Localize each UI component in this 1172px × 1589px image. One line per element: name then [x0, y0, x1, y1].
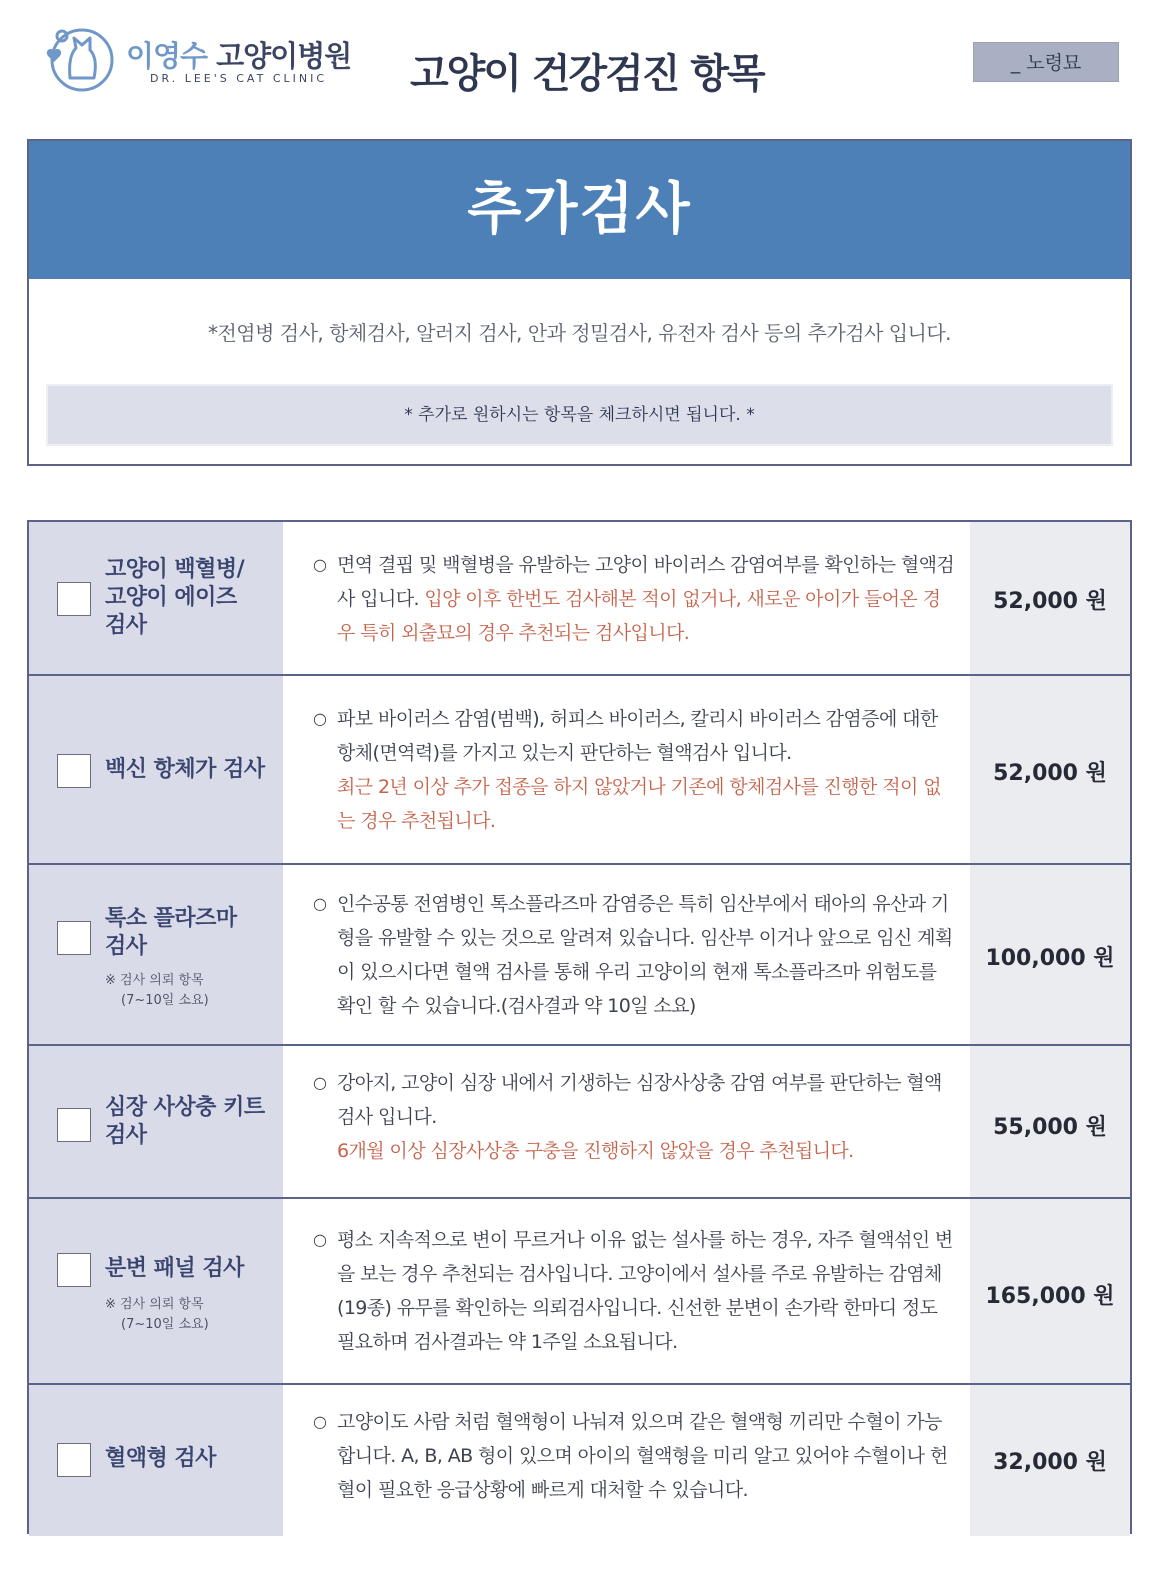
item-checkbox[interactable]	[57, 1108, 91, 1142]
table-row	[29, 522, 1130, 676]
item-name: 분변 패널 검사	[105, 1256, 244, 1281]
item-description-cell	[283, 522, 970, 674]
intro-panel	[27, 139, 1132, 466]
item-label-cell	[29, 1199, 283, 1383]
item-checkbox[interactable]	[57, 921, 91, 955]
item-description-cell	[283, 676, 970, 863]
item-name: 혈액형 검사	[105, 1446, 216, 1471]
test-items-table	[27, 520, 1132, 1534]
item-name: 톡소 플라즈마 검사	[105, 906, 237, 959]
bullet-icon: ○	[313, 894, 327, 913]
item-price-cell	[970, 522, 1130, 674]
clinic-subtitle: DR. LEE'S CAT CLINIC	[150, 72, 328, 85]
table-row	[29, 1385, 1130, 1536]
item-price: 165,000 원	[985, 1284, 1115, 1309]
item-referral-note: ※ 검사 의뢰 항목 (7~10일 소요)	[105, 973, 209, 1008]
clinic-name: 이영수 고양이병원	[126, 39, 352, 73]
item-price: 52,000 원	[993, 761, 1107, 786]
item-label-cell	[29, 676, 283, 863]
item-price: 55,000 원	[993, 1115, 1107, 1140]
page-title: 고양이 건강검진 항목	[410, 51, 764, 97]
item-name: 고양이 백혈병/ 고양이 에이즈 검사	[105, 557, 245, 638]
item-name: 백신 항체가 검사	[105, 757, 265, 782]
bullet-icon: ○	[313, 1412, 327, 1431]
item-price: 52,000 원	[993, 589, 1107, 614]
item-price-cell	[970, 1046, 1130, 1197]
item-checkbox[interactable]	[57, 582, 91, 616]
item-checkbox[interactable]	[57, 754, 91, 788]
item-name: 심장 사상충 키트 검사	[105, 1095, 265, 1148]
cat-logo-icon	[40, 26, 120, 96]
bullet-icon: ○	[313, 1230, 327, 1249]
page-header	[0, 0, 1172, 120]
table-row	[29, 676, 1130, 865]
item-description-cell	[283, 1046, 970, 1197]
clinic-logo	[40, 26, 352, 96]
item-description: 강아지, 고양이 심장 내에서 기생하는 심장사상충 감염 여부를 판단하는 혈액검사 입니다. 6개월 이상 심장사상충 구충을 진행하지 않았을 경우 추천됩니다.	[337, 1072, 942, 1162]
item-label-cell	[29, 1385, 283, 1536]
section-description: *전염병 검사, 항체검사, 알러지 검사, 안과 정밀검사, 유전자 검사 등의 추가검사 입니다.	[207, 321, 952, 345]
item-price-cell	[970, 676, 1130, 863]
item-description: 인수공통 전염병인 톡소플라즈마 감염증은 특히 임산부에서 태아의 유산과 기형을 유발할 수 있는 것으로 알려져 있습니다. 임산부 이거나 앞으로 임신 계획이 있으시다면 혈액 검사를 통해 우리 고양이의 현재 톡소플라즈마 위험도를 확인 할 수 있습니다.(검사결과 약 10일 소요)	[337, 893, 953, 1017]
check-instruction: * 추가로 원하시는 항목을 체크하시면 됩니다. *	[46, 384, 1113, 446]
item-label-cell	[29, 865, 283, 1044]
item-checkbox[interactable]	[57, 1253, 91, 1287]
table-row	[29, 1046, 1130, 1199]
bullet-icon: ○	[313, 709, 327, 728]
item-description-cell	[283, 1199, 970, 1383]
item-label-cell	[29, 1046, 283, 1197]
table-row	[29, 1199, 1130, 1385]
item-price-cell	[970, 865, 1130, 1044]
item-referral-note: ※ 검사 의뢰 항목 (7~10일 소요)	[105, 1297, 209, 1332]
item-description-cell	[283, 1385, 970, 1536]
item-description-cell	[283, 865, 970, 1044]
item-description: 파보 바이러스 감염(범백), 허피스 바이러스, 칼리시 바이러스 감염증에 대한 항체(면역력)를 가지고 있는지 판단하는 혈액검사 입니다. 최근 2년 이상 추가 접종을 하지 않았거나 기존에 항체검사를 진행한 적이 없는 경우 추천됩니다.	[337, 708, 941, 832]
section-title: 추가검사	[29, 141, 1130, 279]
item-description: 고양이도 사람 처럼 혈액형이 나눠져 있으며 같은 혈액형 끼리만 수혈이 가능합니다. A, B, AB 형이 있으며 아이의 혈액형을 미리 알고 있어야 수혈이나 헌혈이 필요한 응급상황에 빠르게 대처할 수 있습니다.	[337, 1411, 948, 1501]
table-row	[29, 865, 1130, 1046]
age-group-badge: _ 노령묘	[973, 42, 1119, 82]
item-price: 100,000 원	[985, 946, 1115, 971]
item-label-cell	[29, 522, 283, 674]
item-description: 면역 결핍 및 백혈병을 유발하는 고양이 바이러스 감염여부를 확인하는 혈액검사 입니다. 입양 이후 한번도 검사해본 적이 없거나, 새로운 아이가 들어온 경우 특히 외출묘의 경우 추천되는 검사입니다.	[337, 554, 955, 644]
bullet-icon: ○	[313, 1073, 327, 1092]
item-checkbox[interactable]	[57, 1443, 91, 1477]
item-price-cell	[970, 1385, 1130, 1536]
bullet-icon: ○	[313, 555, 327, 574]
item-price: 32,000 원	[993, 1450, 1107, 1475]
item-description: 평소 지속적으로 변이 무르거나 이유 없는 설사를 하는 경우, 자주 혈액섞인 변을 보는 경우 추천되는 검사입니다. 고양이에서 설사를 주로 유발하는 감염체(19종) 유무를 확인하는 의뢰검사입니다. 신선한 분변이 손가락 한마디 정도 필요하며 검사결과는 약 1주일 소요됩니다.	[337, 1229, 953, 1353]
item-price-cell	[970, 1199, 1130, 1383]
